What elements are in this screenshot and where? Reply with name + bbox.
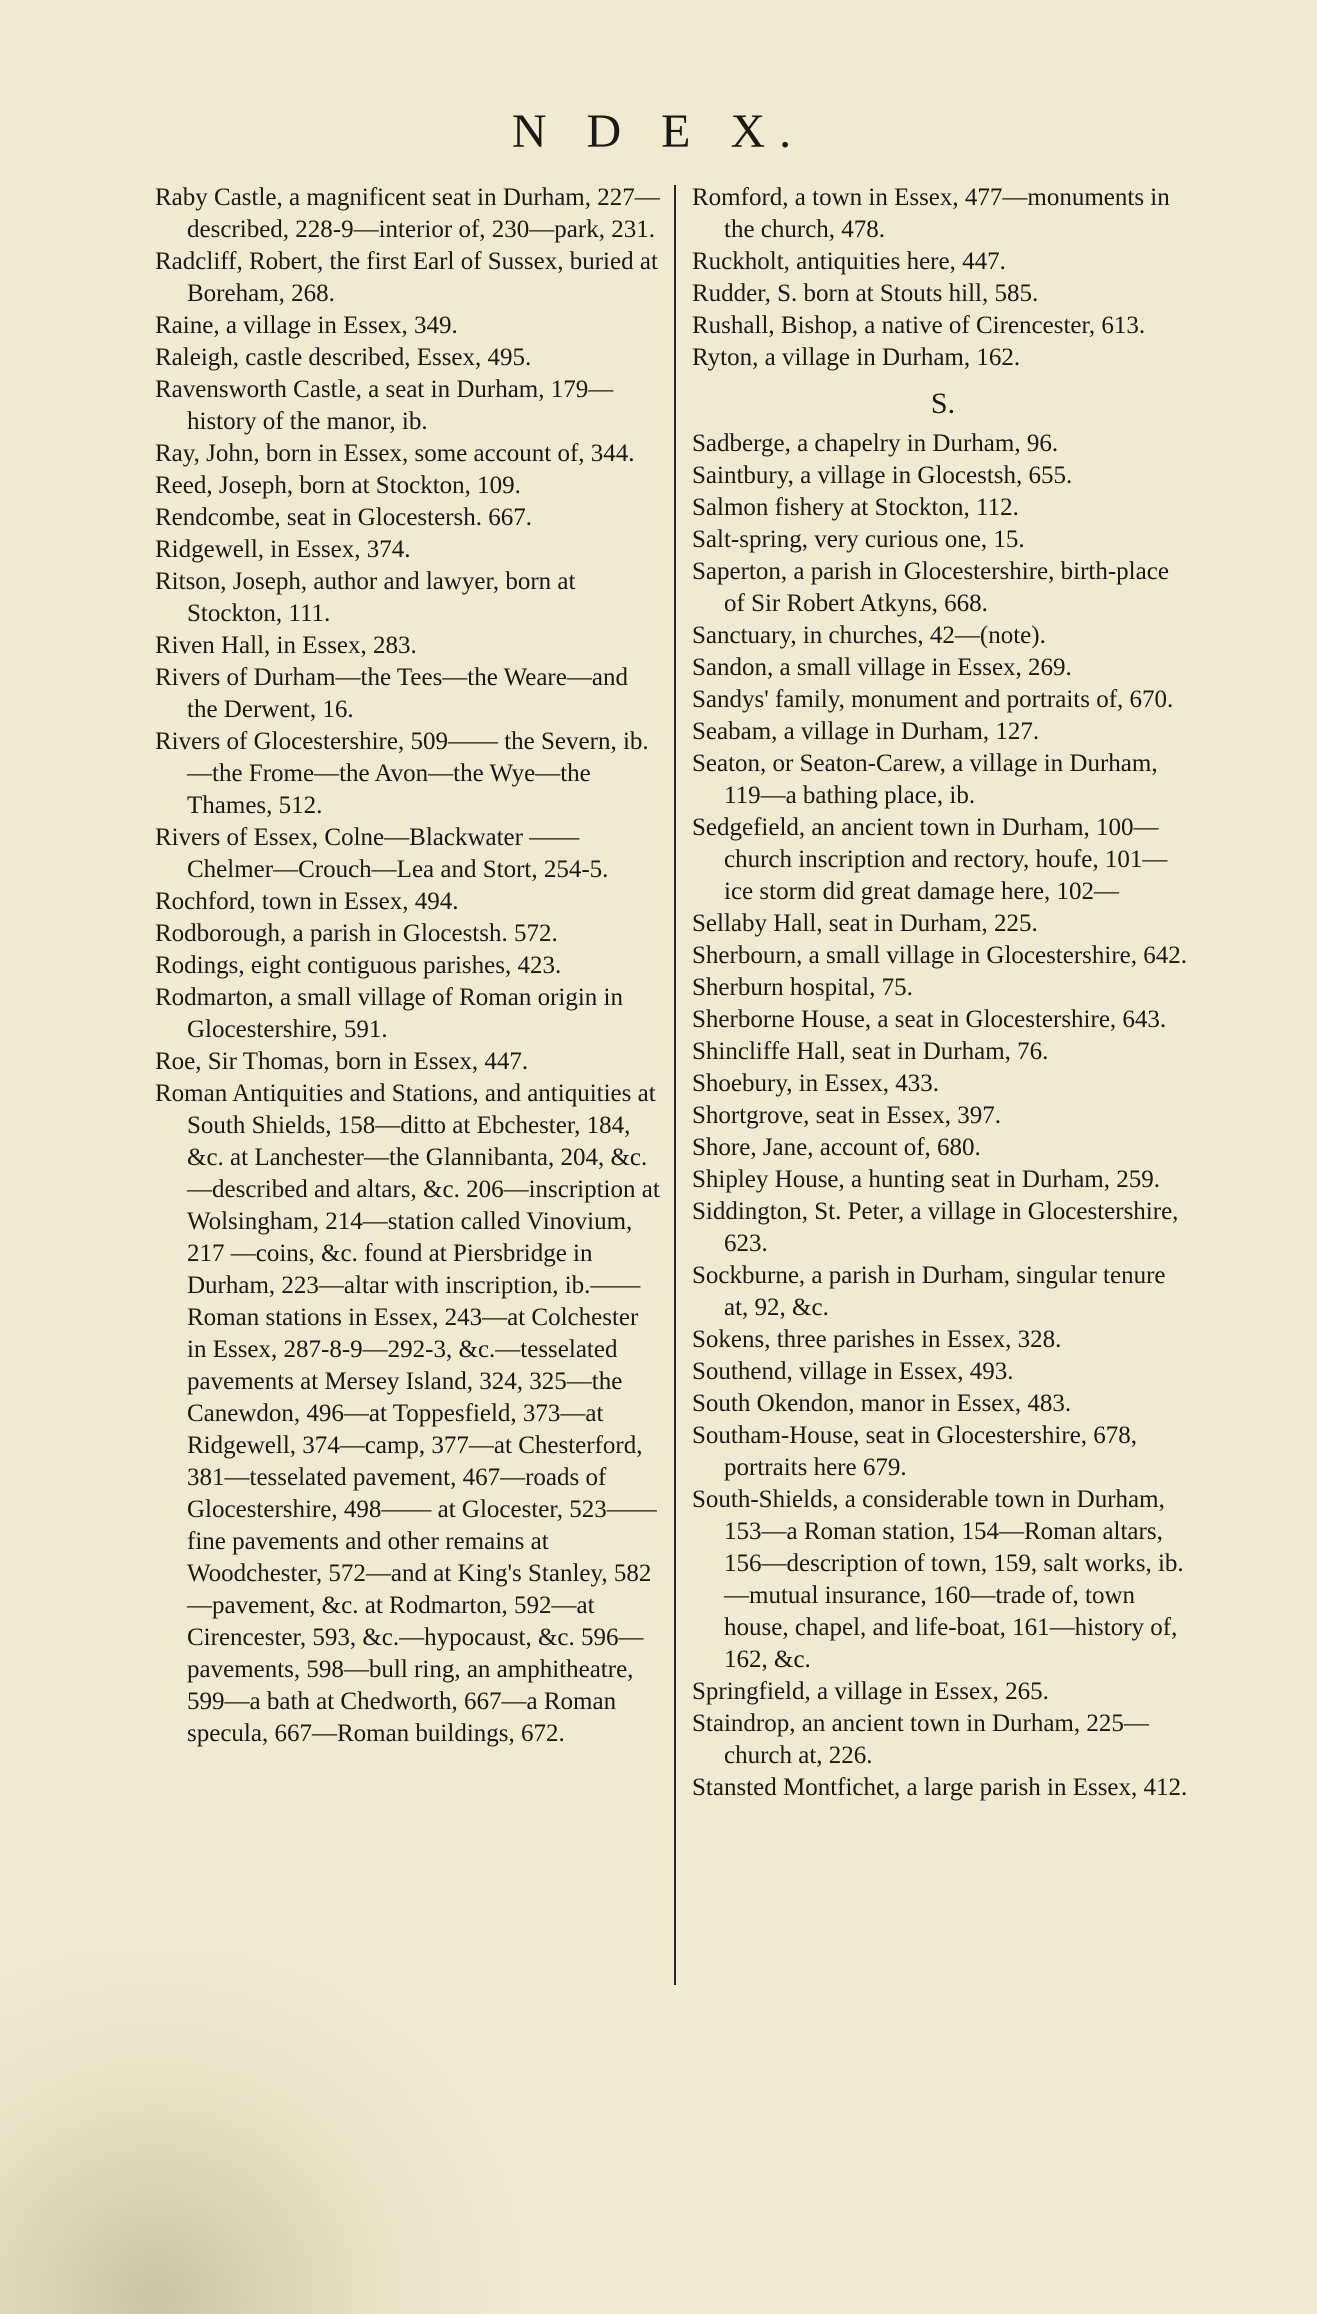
section-letter: S. <box>930 387 956 420</box>
index-entry: Roe, Sir Thomas, born in Essex, 447. <box>155 1048 529 1075</box>
index-entry: Seabam, a village in Durham, 127. <box>692 718 1040 745</box>
index-entry: Shoebury, in Essex, 433. <box>692 1070 939 1097</box>
index-entry: Sanctuary, in churches, 42—(note). <box>692 622 1046 649</box>
index-entry: Sockburne, a parish in Durham, singular tenure at, 92, &c. <box>692 1262 1166 1321</box>
index-entry: Ravensworth Castle, a seat in Durham, 179—history of the manor, ib. <box>155 376 614 435</box>
page-stain <box>0 1950 520 2314</box>
index-entry: Ritson, Joseph, author and lawyer, born at Stockton, 111. <box>155 568 576 627</box>
index-entry: Sherborne House, a seat in Glocestershire, 643. <box>692 1006 1167 1033</box>
index-entry: Riven Hall, in Essex, 283. <box>155 632 417 659</box>
index-entry: Sandys' family, monument and portraits of, 670. <box>692 686 1174 713</box>
index-entry: Salt-spring, very curious one, 15. <box>692 526 1025 553</box>
index-entry: Rodings, eight contiguous parishes, 423. <box>155 952 562 979</box>
index-entry: Rodmarton, a small village of Roman origin in Glocestershire, 591. <box>155 984 623 1043</box>
index-entry: Rendcombe, seat in Glocestersh. 667. <box>155 504 532 531</box>
index-entry: Stansted Montfichet, a large parish in Essex, 412. <box>692 1774 1188 1801</box>
index-entry: Rushall, Bishop, a native of Cirencester, 613. <box>692 312 1146 339</box>
left-column <box>155 182 660 1750</box>
column-divider <box>674 185 676 1985</box>
index-entry: South-Shields, a considerable town in Durham, 153—a Roman station, 154—Roman altars, 156—description of town, 159, salt works, ib. —mutual insurance, 160—trade of, town house, chapel, and life-boat, 161—history of, 162, &c. <box>692 1486 1184 1673</box>
index-entry: Radcliff, Robert, the first Earl of Sussex, buried at Boreham, 268. <box>155 248 658 307</box>
index-entry: South Okendon, manor in Essex, 483. <box>692 1390 1072 1417</box>
index-entry: Raby Castle, a magnificent seat in Durham, 227—described, 228-9—interior of, 230—park, 231. <box>155 184 660 243</box>
index-entry: Sedgefield, an ancient town in Durham, 100—church inscription and rectory, houfe, 101—ice storm did great damage here, 102— <box>692 814 1168 905</box>
index-entry: Rivers of Glocestershire, 509—— the Severn, ib.—the Frome—the Avon—the Wye—the Thames, 512. <box>155 728 649 819</box>
index-entry: Shortgrove, seat in Essex, 397. <box>692 1102 1001 1129</box>
index-entry: Southend, village in Essex, 493. <box>692 1358 1014 1385</box>
index-entry: Rodborough, a parish in Glocestsh. 572. <box>155 920 558 947</box>
index-entry: Ray, John, born in Essex, some account of, 344. <box>155 440 635 467</box>
index-entry: Raleigh, castle described, Essex, 495. <box>155 344 532 371</box>
index-entry: Romford, a town in Essex, 477—monuments in the church, 478. <box>692 184 1170 243</box>
index-entry: Sokens, three parishes in Essex, 328. <box>692 1326 1062 1353</box>
index-entry: Rivers of Durham—the Tees—the Weare—and the Derwent, 16. <box>155 664 628 723</box>
index-entry: Southam-House, seat in Glocestershire, 678, portraits here 679. <box>692 1422 1138 1481</box>
index-entry: Salmon fishery at Stockton, 112. <box>692 494 1019 521</box>
page-title: N D E X. <box>511 105 806 158</box>
index-entry: Shipley House, a hunting seat in Durham, 259. <box>692 1166 1160 1193</box>
index-entry: Ruckholt, antiquities here, 447. <box>692 248 1006 275</box>
index-entry: Rudder, S. born at Stouts hill, 585. <box>692 280 1039 307</box>
index-entry: Sherburn hospital, 75. <box>692 974 913 1001</box>
index-entry: Reed, Joseph, born at Stockton, 109. <box>155 472 521 499</box>
index-entry: Rivers of Essex, Colne—Blackwater ——Chelmer—Crouch—Lea and Stort, 254-5. <box>155 824 609 883</box>
index-entry: Saintbury, a village in Glocestsh, 655. <box>692 462 1073 489</box>
index-entry: Rochford, town in Essex, 494. <box>155 888 459 915</box>
index-entry: Ryton, a village in Durham, 162. <box>692 344 1021 371</box>
index-entry: Sherbourn, a small village in Glocestershire, 642. <box>692 942 1188 969</box>
index-entry: Staindrop, an ancient town in Durham, 225—church at, 226. <box>692 1710 1149 1769</box>
right-column <box>692 182 1194 1804</box>
index-entry: Saperton, a parish in Glocestershire, birth-place of Sir Robert Atkyns, 668. <box>692 558 1169 617</box>
index-entry: Raine, a village in Essex, 349. <box>155 312 458 339</box>
index-entry: Springfield, a village in Essex, 265. <box>692 1678 1049 1705</box>
index-entry: Sandon, a small village in Essex, 269. <box>692 654 1072 681</box>
index-entry: Sadberge, a chapelry in Durham, 96. <box>692 430 1059 457</box>
index-entry: Siddington, St. Peter, a village in Glocestershire, 623. <box>692 1198 1179 1257</box>
index-entry: Ridgewell, in Essex, 374. <box>155 536 411 563</box>
index-entry: Shore, Jane, account of, 680. <box>692 1134 981 1161</box>
index-entry: Roman Antiquities and Stations, and antiquities at South Shields, 158—ditto at Ebchester, 184, &c. at Lanchester—the Glannibanta, 204, &c.—described and altars, &c. 206—inscription at Wolsingham, 214—station called Vinovium, 217 —coins, &c. found at Piersbridge in Durham, 223—altar with inscription, ib.——Roman stations in Essex, 243—at Colchester in Essex, 287-8-9—292-3, &c.—tesselated pavements at Mersey Island, 324, 325—the Canewdon, 496—at Toppesfield, 373—at Ridgewell, 374—camp, 377—at Chesterford, 381—tesselated pavement, 467—roads of Glocestershire, 498—— at Glocester, 523——fine pavements and other remains at Woodchester, 572—and at King's Stanley, 582—pavement, &c. at Rodmarton, 592—at Cirencester, 593, &c.—hypocaust, &c. 596—pavements, 598—bull ring, an amphitheatre, 599—a bath at Chedworth, 667—a Roman specula, 667—Roman buildings, 672. <box>155 1080 660 1747</box>
index-entry: Shincliffe Hall, seat in Durham, 76. <box>692 1038 1049 1065</box>
index-entry: Seaton, or Seaton-Carew, a village in Durham, 119—a bathing place, ib. <box>692 750 1158 809</box>
index-entry: Sellaby Hall, seat in Durham, 225. <box>692 910 1038 937</box>
